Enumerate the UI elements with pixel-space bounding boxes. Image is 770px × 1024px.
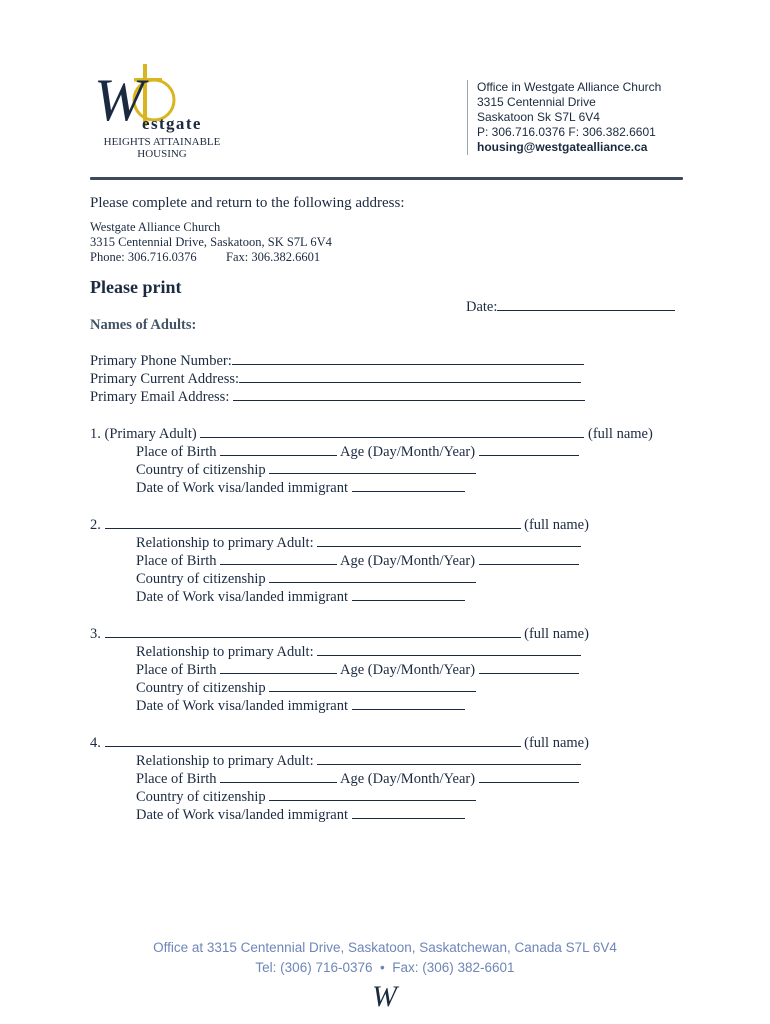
primary-email-label: Primary Email Address:	[90, 389, 230, 405]
adult-2-birth-row	[136, 552, 579, 570]
adult-3-relationship-label: Relationship to primary Adult:	[136, 644, 314, 660]
adult-3-number: 3.	[90, 626, 101, 642]
page-title: Please print	[90, 277, 182, 297]
adult-2-country-label: Country of citizenship	[136, 571, 266, 587]
primary-phone-label: Primary Phone Number:	[90, 353, 232, 369]
adult-4-relationship-field[interactable]	[317, 752, 581, 765]
adult-2-relationship-field[interactable]	[317, 534, 581, 547]
adult-4-country-field[interactable]	[269, 788, 476, 801]
adult-2-relationship-label: Relationship to primary Adult:	[136, 535, 314, 551]
adult-1-country-row	[136, 461, 476, 479]
adult-3-birth-row	[136, 661, 579, 679]
adult-1-country-field[interactable]	[269, 461, 476, 474]
adult-4-country-label: Country of citizenship	[136, 789, 266, 805]
adult-1-name-field[interactable]	[200, 425, 584, 438]
adult-1-name-row	[90, 425, 653, 443]
office-contact-block	[467, 80, 661, 155]
adult-1-visa-row	[136, 479, 465, 497]
office-phone-fax: P: 306.716.0376 F: 306.382.6601	[477, 125, 656, 139]
logo-subtitle-2: HOUSING	[137, 148, 187, 160]
adult-4-full-name-label: (full name)	[524, 735, 589, 751]
return-address-name: Westgate Alliance Church	[90, 220, 221, 234]
instruction-text: Please complete and return to the following address:	[90, 195, 405, 211]
adult-4-country-row	[136, 788, 476, 806]
office-city: Saskatoon Sk S7L 6V4	[477, 110, 600, 124]
office-location: Office in Westgate Alliance Church	[477, 80, 662, 94]
adult-4-relationship-row	[136, 752, 581, 770]
adult-2-visa-label: Date of Work visa/landed immigrant	[136, 589, 348, 605]
adult-2-visa-field[interactable]	[352, 588, 465, 601]
office-street: 3315 Centennial Drive	[477, 95, 596, 109]
adult-1-place-of-birth-field[interactable]	[220, 443, 337, 456]
date-field[interactable]	[497, 298, 675, 311]
adult-2-country-row	[136, 570, 476, 588]
adult-2-number: 2.	[90, 517, 101, 533]
primary-email-field[interactable]	[233, 388, 585, 401]
adult-3-relationship-row	[136, 643, 581, 661]
adult-2-place-of-birth-field[interactable]	[220, 552, 337, 565]
adult-3-country-label: Country of citizenship	[136, 680, 266, 696]
adult-3-name-row	[90, 625, 589, 643]
adult-4-age-label: Age (Day/Month/Year)	[340, 771, 476, 787]
primary-phone-field[interactable]	[232, 352, 584, 365]
adult-3-country-field[interactable]	[269, 679, 476, 692]
adult-3-place-of-birth-field[interactable]	[220, 661, 337, 674]
adult-4-relationship-label: Relationship to primary Adult:	[136, 753, 314, 769]
return-address-fax: Fax: 306.382.6601	[226, 250, 321, 264]
adult-1-birth-row	[136, 443, 579, 461]
primary-address-row	[90, 370, 581, 388]
adult-4-visa-field[interactable]	[352, 806, 465, 819]
adult-4-birth-row	[136, 770, 579, 788]
primary-phone-row	[90, 352, 584, 370]
adult-2-name-row	[90, 516, 589, 534]
adult-1-visa-label: Date of Work visa/landed immigrant	[136, 480, 348, 496]
adult-4-visa-label: Date of Work visa/landed immigrant	[136, 807, 348, 823]
return-address-street: 3315 Centennial Drive, Saskatoon, SK S7L 6V4	[90, 235, 332, 249]
adult-2-country-field[interactable]	[269, 570, 476, 583]
adult-4-place-of-birth-label: Place of Birth	[136, 771, 217, 787]
adult-4-visa-row	[136, 806, 465, 824]
names-of-adults-heading: Names of Adults:	[90, 317, 197, 333]
footer-address: Office at 3315 Centennial Drive, Saskatoon, Saskatchewan, Canada S7L 6V4	[153, 940, 617, 955]
return-address-phone: Phone: 306.716.0376	[90, 250, 197, 264]
adult-2-relationship-row	[136, 534, 581, 552]
adult-3-age-label: Age (Day/Month/Year)	[340, 662, 476, 678]
adult-4-name-field[interactable]	[105, 734, 521, 747]
adult-1-full-name-label: (full name)	[587, 426, 653, 442]
header-divider	[90, 177, 683, 180]
logo-subtitle-1: HEIGHTS ATTAINABLE	[103, 136, 221, 148]
adult-4-name-row	[90, 734, 589, 752]
adult-2-visa-row	[136, 588, 465, 606]
adult-1-country-label: Country of citizenship	[136, 462, 266, 478]
adult-3-age-field[interactable]	[479, 661, 579, 674]
adult-3-visa-label: Date of Work visa/landed immigrant	[136, 698, 348, 714]
adult-2-name-field[interactable]	[105, 516, 521, 529]
adult-2-place-of-birth-label: Place of Birth	[136, 553, 217, 569]
office-email: housing@westgatealliance.ca	[477, 140, 648, 154]
adult-2-age-label: Age (Day/Month/Year)	[340, 553, 476, 569]
logo-word: estgate	[142, 114, 202, 133]
primary-address-label: Primary Current Address:	[90, 371, 240, 387]
adult-3-place-of-birth-label: Place of Birth	[136, 662, 217, 678]
adult-3-name-field[interactable]	[105, 625, 521, 638]
logo-initial: W	[94, 67, 144, 133]
adult-1-age-label: Age (Day/Month/Year)	[340, 444, 476, 460]
primary-email-row	[90, 388, 585, 406]
footer-contact: Tel: (306) 716-0376 • Fax: (306) 382-6601	[255, 960, 515, 975]
adult-1-visa-field[interactable]	[352, 479, 465, 492]
adult-4-number: 4.	[90, 735, 101, 751]
adult-4-place-of-birth-field[interactable]	[220, 770, 337, 783]
adult-2-age-field[interactable]	[479, 552, 579, 565]
adult-2-full-name-label: (full name)	[524, 517, 589, 533]
adult-3-relationship-field[interactable]	[317, 643, 581, 656]
footer-logo-mark: W	[372, 980, 397, 1013]
adult-3-visa-row	[136, 697, 465, 715]
adult-3-visa-field[interactable]	[352, 697, 465, 710]
adult-1-number: 1. (Primary Adult)	[90, 426, 197, 442]
westgate-logo	[92, 62, 232, 167]
adult-1-age-field[interactable]	[479, 443, 579, 456]
date-label: Date:	[466, 299, 498, 315]
adult-4-age-field[interactable]	[479, 770, 579, 783]
date-row	[466, 298, 675, 316]
primary-address-field[interactable]	[239, 370, 581, 383]
adult-3-full-name-label: (full name)	[524, 626, 589, 642]
adult-3-country-row	[136, 679, 476, 697]
adult-1-place-of-birth-label: Place of Birth	[136, 444, 217, 460]
